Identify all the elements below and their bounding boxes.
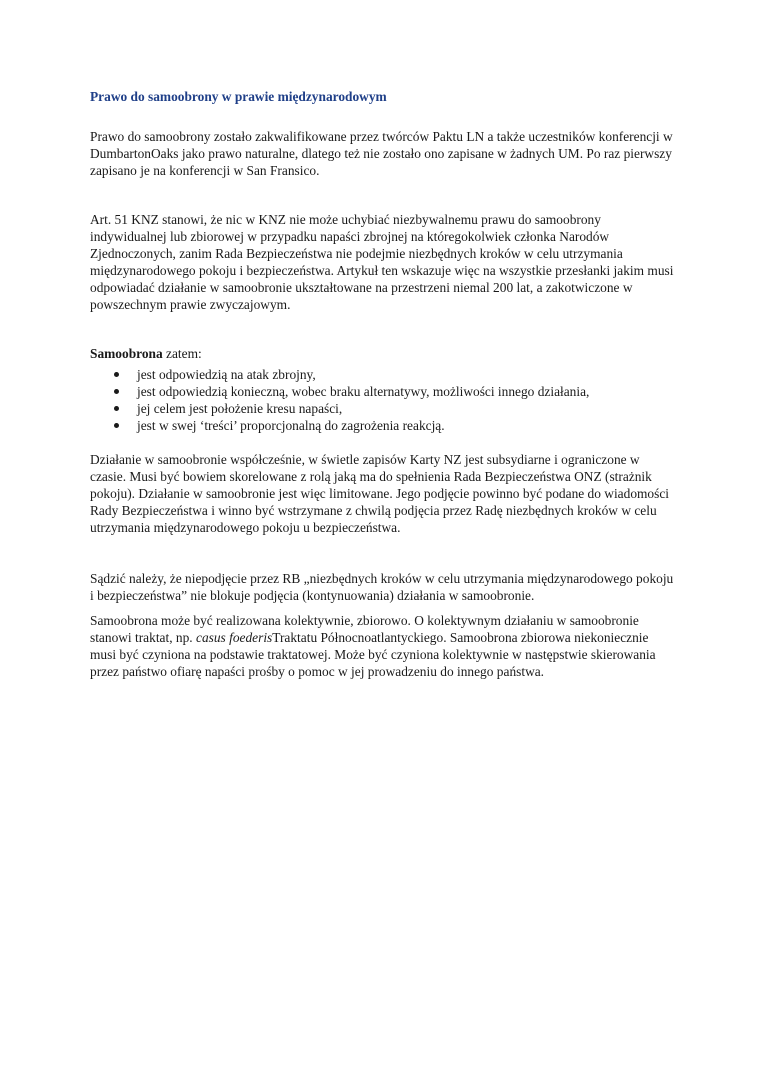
paragraph5-part2: Traktatu Północnoatlantyckiego. Samoobrona zbiorowa niekoniecznie musi być czyniona na podstawie traktatowej. Może być czyniona kolektywnie w następstwie skierowania przez państwo ofiarę napaści prośby o pomoc w jej prowadzeniu do innego państwa. [90, 630, 656, 679]
paragraph-subsidiarity: Działanie w samoobronie współcześnie, w świetle zapisów Karty NZ jest subsydiarne i ograniczone w czasie. Musi być bowiem skorelowane z rolą jaką ma do spełnienia Rada Bezpieczeństwa ONZ (strażnik pokoju). Działanie w samoobronie jest więc limitowane. Jego podjęcie powinno być podane do wiadomości Rady Bezpieczeństwa i winno być wstrzymane z chwilą podjęcia przez Radę niezbędnych kroków w celu utrzymania międzynarodowego pokoju u bezpieczeństwa. [90, 452, 670, 535]
list-item-text: jest w swej ‘treści’ proporcjonalną do zagrożenia reakcją. [137, 418, 445, 433]
document-title: Prawo do samoobrony w prawie międzynarodowym [90, 89, 387, 104]
list-lead [90, 345, 675, 362]
list-item [90, 400, 675, 417]
self-defense-criteria-list [90, 366, 675, 434]
list-item [90, 366, 675, 383]
list-lead-rest: zatem: [162, 346, 202, 361]
list-item-text: jej celem jest położenie kresu napaści, [137, 401, 343, 416]
list-item [90, 417, 675, 434]
list-lead-bold: Samoobrona [90, 346, 163, 361]
paragraph5-part1: Samoobrona może być realizowana kolektywnie, zbiorowo. O kolektywnym działaniu w samoobronie stanowi traktat, np. [90, 613, 639, 645]
document-page [90, 88, 675, 680]
list-item-text: jest odpowiedzią konieczną, wobec braku alternatywy, możliwości innego działania, [137, 384, 590, 399]
paragraph5-italic: casus foederis [196, 630, 273, 645]
paragraph-security-council: Sądzić należy, że niepodjęcie przez RB „niezbędnych kroków w celu utrzymania międzynarodowego pokoju i bezpieczeństwa” nie blokuje podjęcia (kontynuowania) działania w samoobronie. [90, 571, 674, 603]
bullet-icon [114, 372, 119, 377]
list-item [90, 383, 675, 400]
paragraph-collective-self-defense [90, 612, 675, 680]
bullet-icon [114, 423, 119, 428]
paragraph-article-51: Art. 51 KNZ stanowi, że nic w KNZ nie może uchybiać niezbywalnemu prawu do samoobrony indywidualnej lub zbiorowej w przypadku napaści zbrojnej na któregokolwiek członka Narodów Zjednoczonych, zanim Rada Bezpieczeństwa nie podejmie niezbędnych kroków w celu utrzymania międzynarodowego pokoju i bezpieczeństwa. Artykuł ten wskazuje więc na wszystkie przesłanki jakim musi odpowiadać działanie w samoobronie ukształtowane na przestrzeni niemal 200 lat, a zakotwiczone w powszechnym prawie zwyczajowym. [90, 212, 674, 312]
bullet-icon [114, 406, 119, 411]
paragraph-origin-of-self-defense: Prawo do samoobrony zostało zakwalifikowane przez twórców Paktu LN a także uczestników konferencji w DumbartonOaks jako prawo naturalne, dlatego też nie zostało ono zapisane w żadnych UM. Po raz pierwszy zapisano je na konferencji w San Fransico. [90, 129, 673, 178]
bullet-icon [114, 389, 119, 394]
list-item-text: jest odpowiedzią na atak zbrojny, [137, 367, 316, 382]
